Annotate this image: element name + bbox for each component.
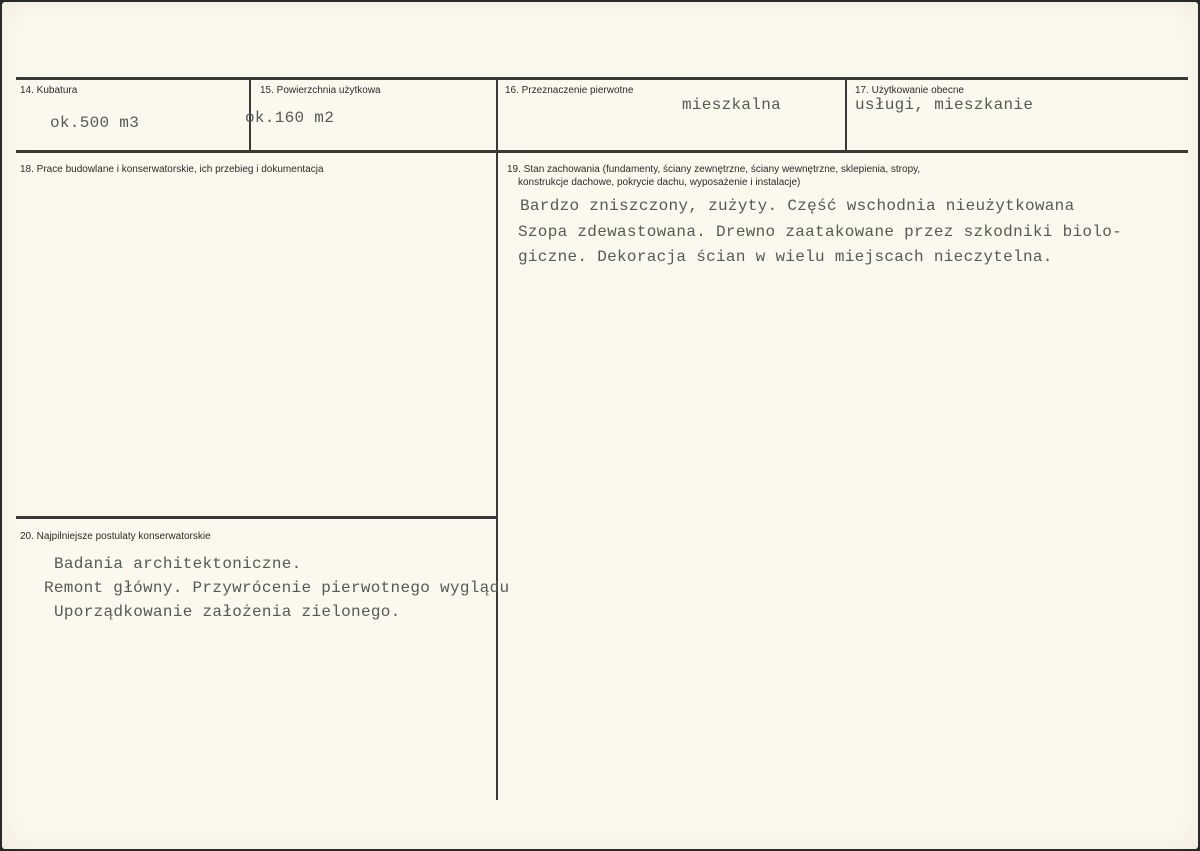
main-vertical-rule xyxy=(496,152,498,800)
top-rule xyxy=(16,77,1188,80)
field-16-value: mieszkalna xyxy=(682,96,782,114)
field-14-label: 14. Kubatura xyxy=(20,85,78,96)
section-18-20-rule xyxy=(16,516,497,519)
field-19-text-line3: giczne. Dekoracja ścian w wielu miejscach nieczytelna. xyxy=(518,248,1053,266)
field-17-label: 17. Użytkowanie obecne xyxy=(855,85,964,96)
field-17-value: usługi, mieszkanie xyxy=(855,96,1034,114)
col-sep-16-17 xyxy=(845,78,847,150)
field-19-text-line2: Szopa zdewastowana. Drewno zaatakowane przez szkodniki biolo- xyxy=(518,223,1122,241)
field-20-text-line3: Uporządkowanie założenia zielonego. xyxy=(54,603,401,621)
col-sep-15-16 xyxy=(496,78,498,150)
field-19-label-line1: 19. Stan zachowania (fundamenty, ściany zewnętrzne, ściany wewnętrzne, sklepienia, stropy, xyxy=(507,164,921,175)
field-14-value: ok.500 m3 xyxy=(50,114,140,132)
field-19-label-line2: konstrukcje dachowe, pokrycie dachu, wyposażenie i instalacje) xyxy=(518,177,801,188)
field-18-label: 18. Prace budowlane i konserwatorskie, ich przebieg i dokumentacja xyxy=(20,164,324,175)
field-20-text-line2: Remont główny. Przywrócenie pierwotnego wyglądu xyxy=(44,579,510,597)
field-20-text-line1: Badania architektoniczne. xyxy=(54,555,302,573)
field-15-value: ok.160 m2 xyxy=(245,109,335,127)
field-16-label: 16. Przeznaczenie pierwotne xyxy=(505,85,634,96)
record-card xyxy=(2,2,1198,849)
field-15-label: 15. Powierzchnia użytkowa xyxy=(260,85,381,96)
field-20-label: 20. Najpilniejsze postulaty konserwatorskie xyxy=(20,531,211,542)
row1-bottom-rule xyxy=(16,150,1188,153)
field-19-text-line1: Bardzo zniszczony, zużyty. Część wschodnia nieużytkowana xyxy=(520,197,1075,215)
